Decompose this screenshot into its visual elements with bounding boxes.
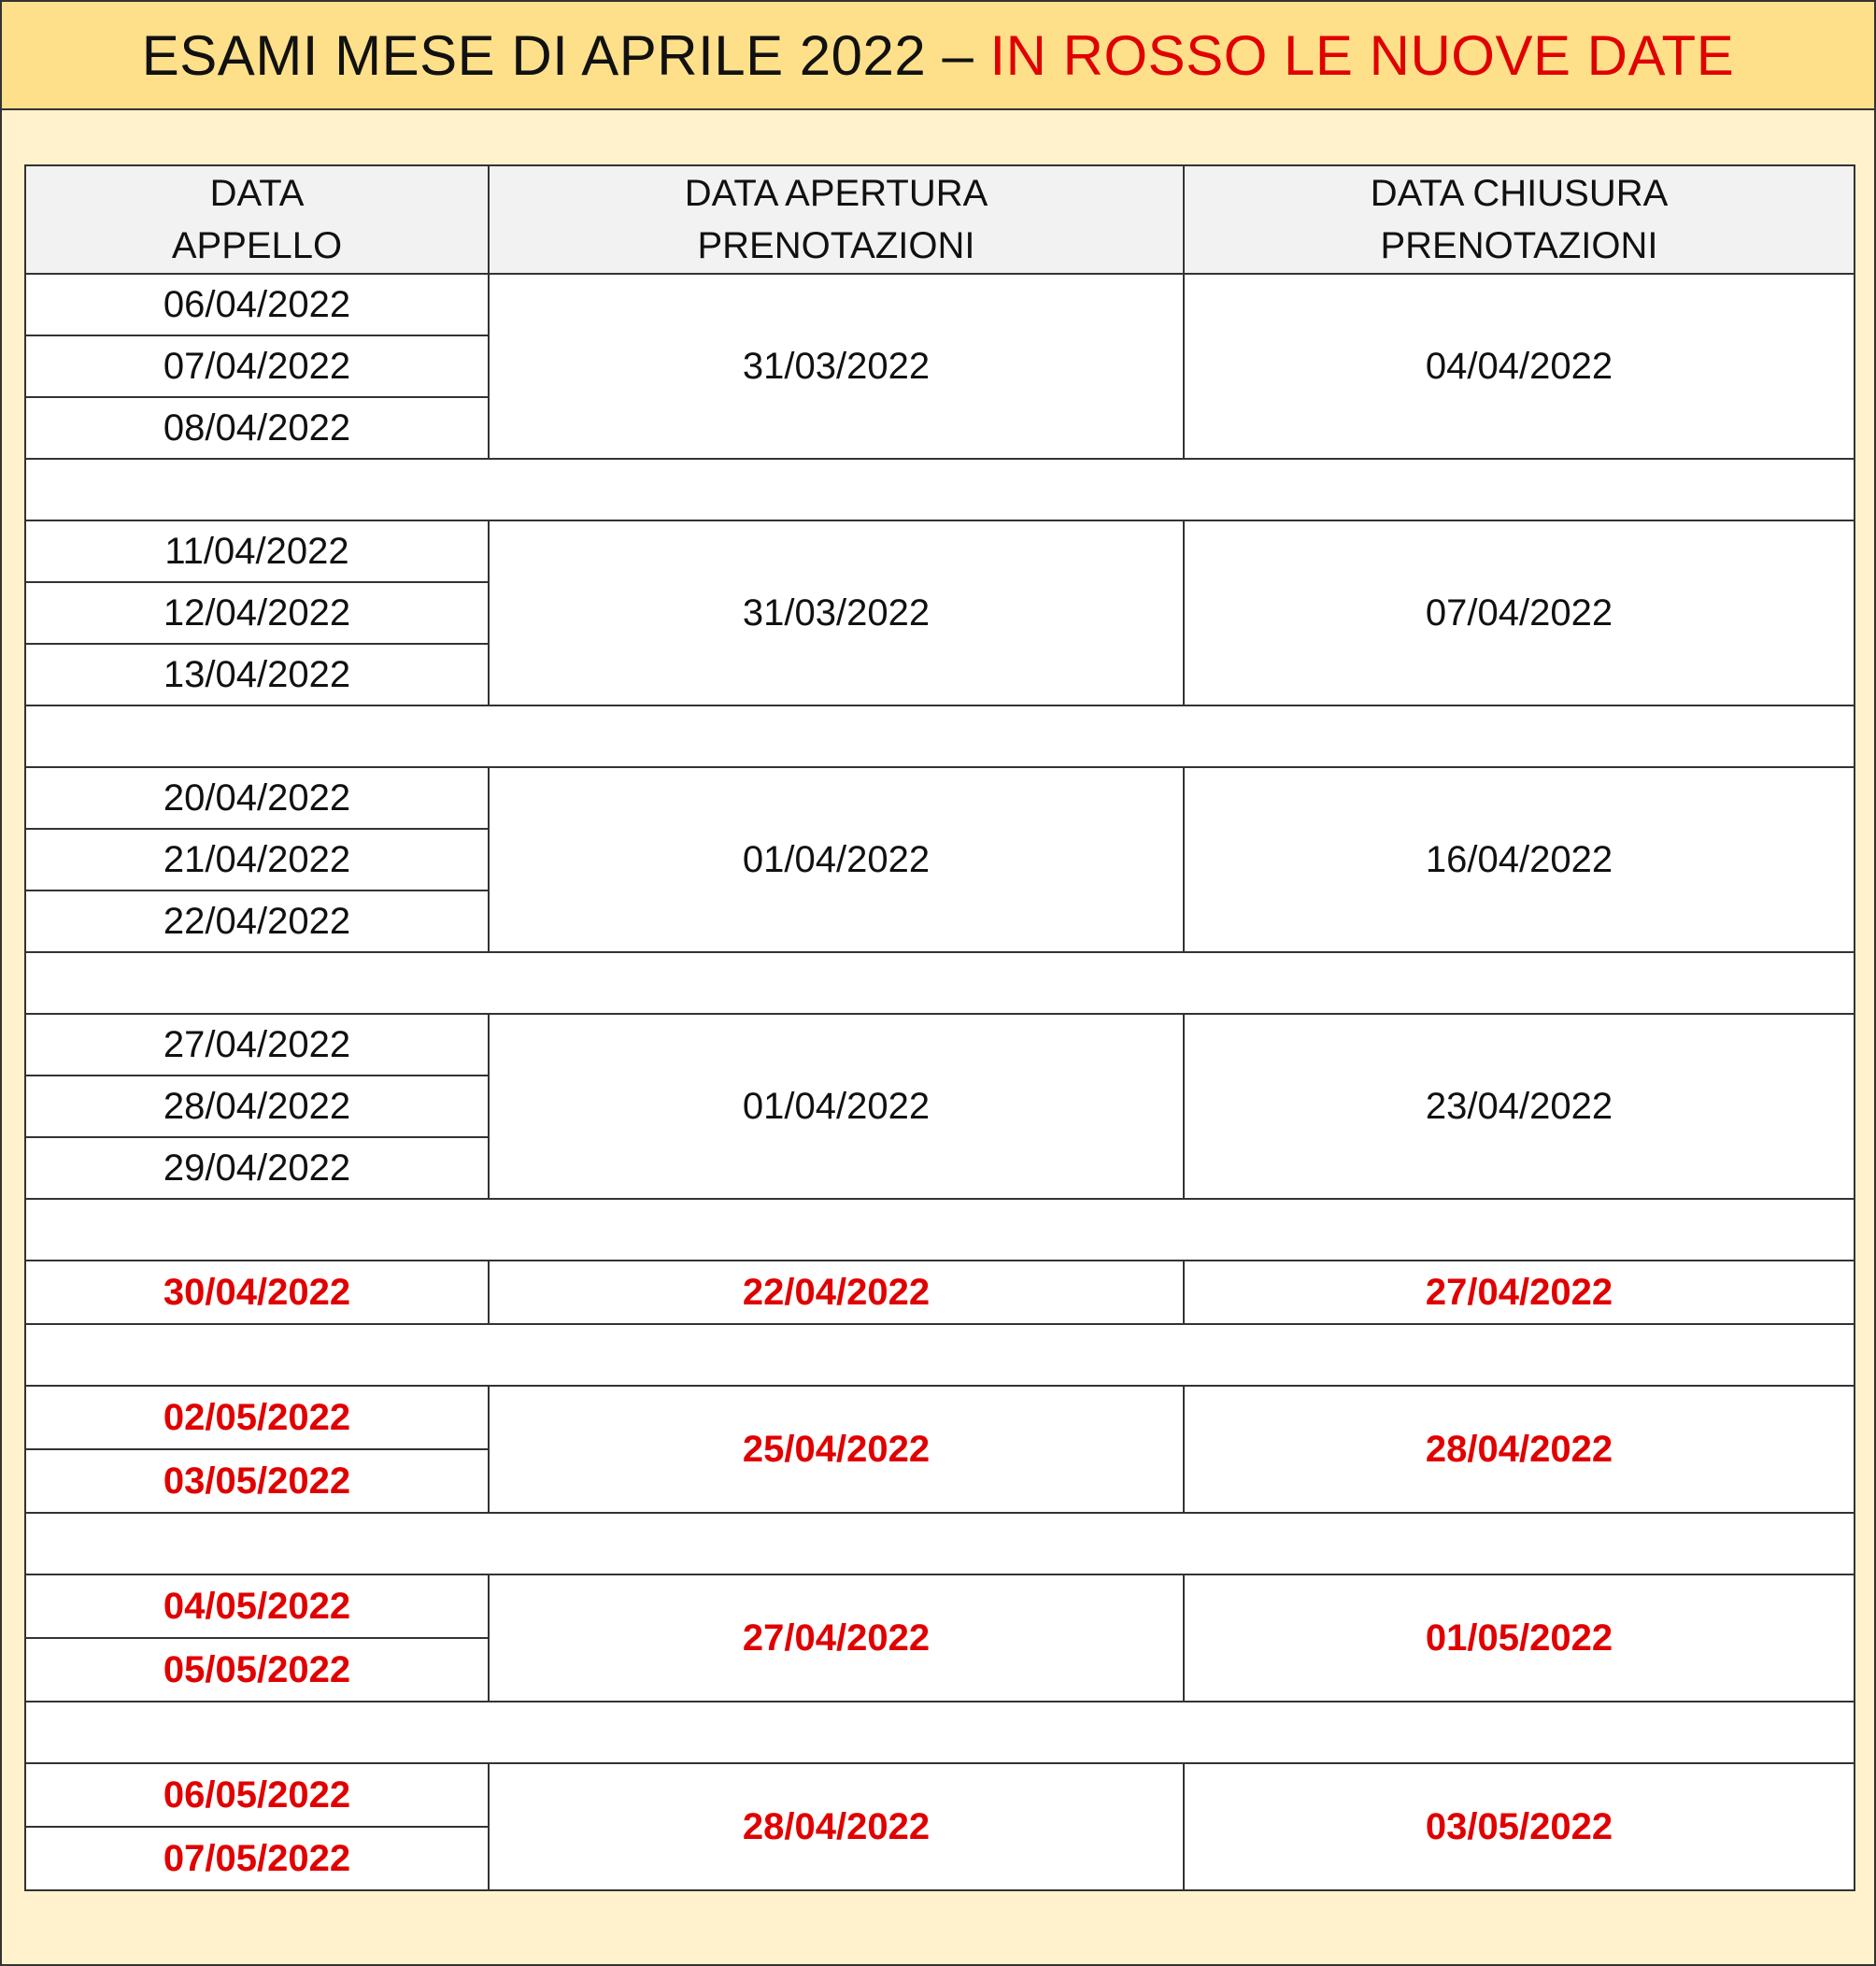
appello-date-cell: 07/05/2022 [25, 1827, 489, 1890]
spacer-cell [25, 1513, 1855, 1574]
table-row [25, 274, 1855, 335]
appello-date-cell: 27/04/2022 [25, 1014, 489, 1076]
appello-date-cell: 06/04/2022 [25, 274, 489, 335]
appello-date-cell: 22/04/2022 [25, 890, 489, 952]
table-body [25, 274, 1855, 1890]
spacer-row [25, 952, 1855, 1014]
header-line: PRENOTAZIONI [697, 225, 975, 266]
appello-date-cell: 07/04/2022 [25, 335, 489, 397]
appello-date-cell: 08/04/2022 [25, 397, 489, 459]
apertura-date-cell: 25/04/2022 [489, 1386, 1184, 1513]
apertura-date-cell: 27/04/2022 [489, 1574, 1184, 1702]
chiusura-date-cell: 07/04/2022 [1184, 520, 1855, 705]
header-line: DATA CHIUSURA [1370, 173, 1669, 214]
table-header-row [25, 165, 1855, 274]
chiusura-date-cell: 28/04/2022 [1184, 1386, 1855, 1513]
apertura-date-cell: 28/04/2022 [489, 1763, 1184, 1890]
header-line: DATA APERTURA [684, 173, 988, 214]
table-row [25, 1386, 1855, 1449]
table-row [25, 1261, 1855, 1324]
spacer-cell [25, 1324, 1855, 1386]
appello-date-cell: 20/04/2022 [25, 767, 489, 829]
apertura-date-cell: 31/03/2022 [489, 520, 1184, 705]
exam-schedule-table [24, 164, 1855, 1891]
header-line: DATA [209, 173, 305, 214]
chiusura-date-cell: 03/05/2022 [1184, 1763, 1855, 1890]
apertura-date-cell: 31/03/2022 [489, 274, 1184, 459]
appello-date-cell: 29/04/2022 [25, 1137, 489, 1199]
chiusura-date-cell: 16/04/2022 [1184, 767, 1855, 952]
spacer-row [25, 705, 1855, 767]
spacer-cell [25, 705, 1855, 767]
spacer-row [25, 459, 1855, 520]
appello-date-cell: 05/05/2022 [25, 1638, 489, 1702]
header-data-appello [25, 165, 489, 274]
header-data-chiusura [1184, 165, 1855, 274]
spacer-row [25, 1513, 1855, 1574]
table-row [25, 1763, 1855, 1827]
appello-date-cell: 06/05/2022 [25, 1763, 489, 1827]
chiusura-date-cell: 23/04/2022 [1184, 1014, 1855, 1199]
title-highlight: IN ROSSO LE NUOVE DATE [989, 23, 1735, 87]
spacer-row [25, 1199, 1855, 1261]
header-line: APPELLO [171, 225, 343, 266]
spacer-cell [25, 459, 1855, 520]
appello-date-cell: 30/04/2022 [25, 1261, 489, 1324]
table-row [25, 520, 1855, 582]
appello-date-cell: 11/04/2022 [25, 520, 489, 582]
spacer-row [25, 1702, 1855, 1763]
header-line: PRENOTAZIONI [1380, 225, 1658, 266]
appello-date-cell: 04/05/2022 [25, 1574, 489, 1638]
apertura-date-cell: 22/04/2022 [489, 1261, 1184, 1324]
spacer-row [25, 1324, 1855, 1386]
appello-date-cell: 12/04/2022 [25, 582, 489, 644]
table-row [25, 1014, 1855, 1076]
header-data-apertura [489, 165, 1184, 274]
appello-date-cell: 28/04/2022 [25, 1076, 489, 1137]
appello-date-cell: 21/04/2022 [25, 829, 489, 890]
apertura-date-cell: 01/04/2022 [489, 767, 1184, 952]
appello-date-cell: 13/04/2022 [25, 644, 489, 705]
table-row [25, 767, 1855, 829]
spacer-cell [25, 1199, 1855, 1261]
title-prefix: ESAMI MESE DI APRILE 2022 – [141, 23, 974, 87]
spacer-cell [25, 952, 1855, 1014]
table-row [25, 1574, 1855, 1638]
chiusura-date-cell: 01/05/2022 [1184, 1574, 1855, 1702]
spacer-cell [25, 1702, 1855, 1763]
chiusura-date-cell: 04/04/2022 [1184, 274, 1855, 459]
appello-date-cell: 03/05/2022 [25, 1449, 489, 1513]
appello-date-cell: 02/05/2022 [25, 1386, 489, 1449]
apertura-date-cell: 01/04/2022 [489, 1014, 1184, 1199]
page-title [2, 2, 1874, 110]
chiusura-date-cell: 27/04/2022 [1184, 1261, 1855, 1324]
